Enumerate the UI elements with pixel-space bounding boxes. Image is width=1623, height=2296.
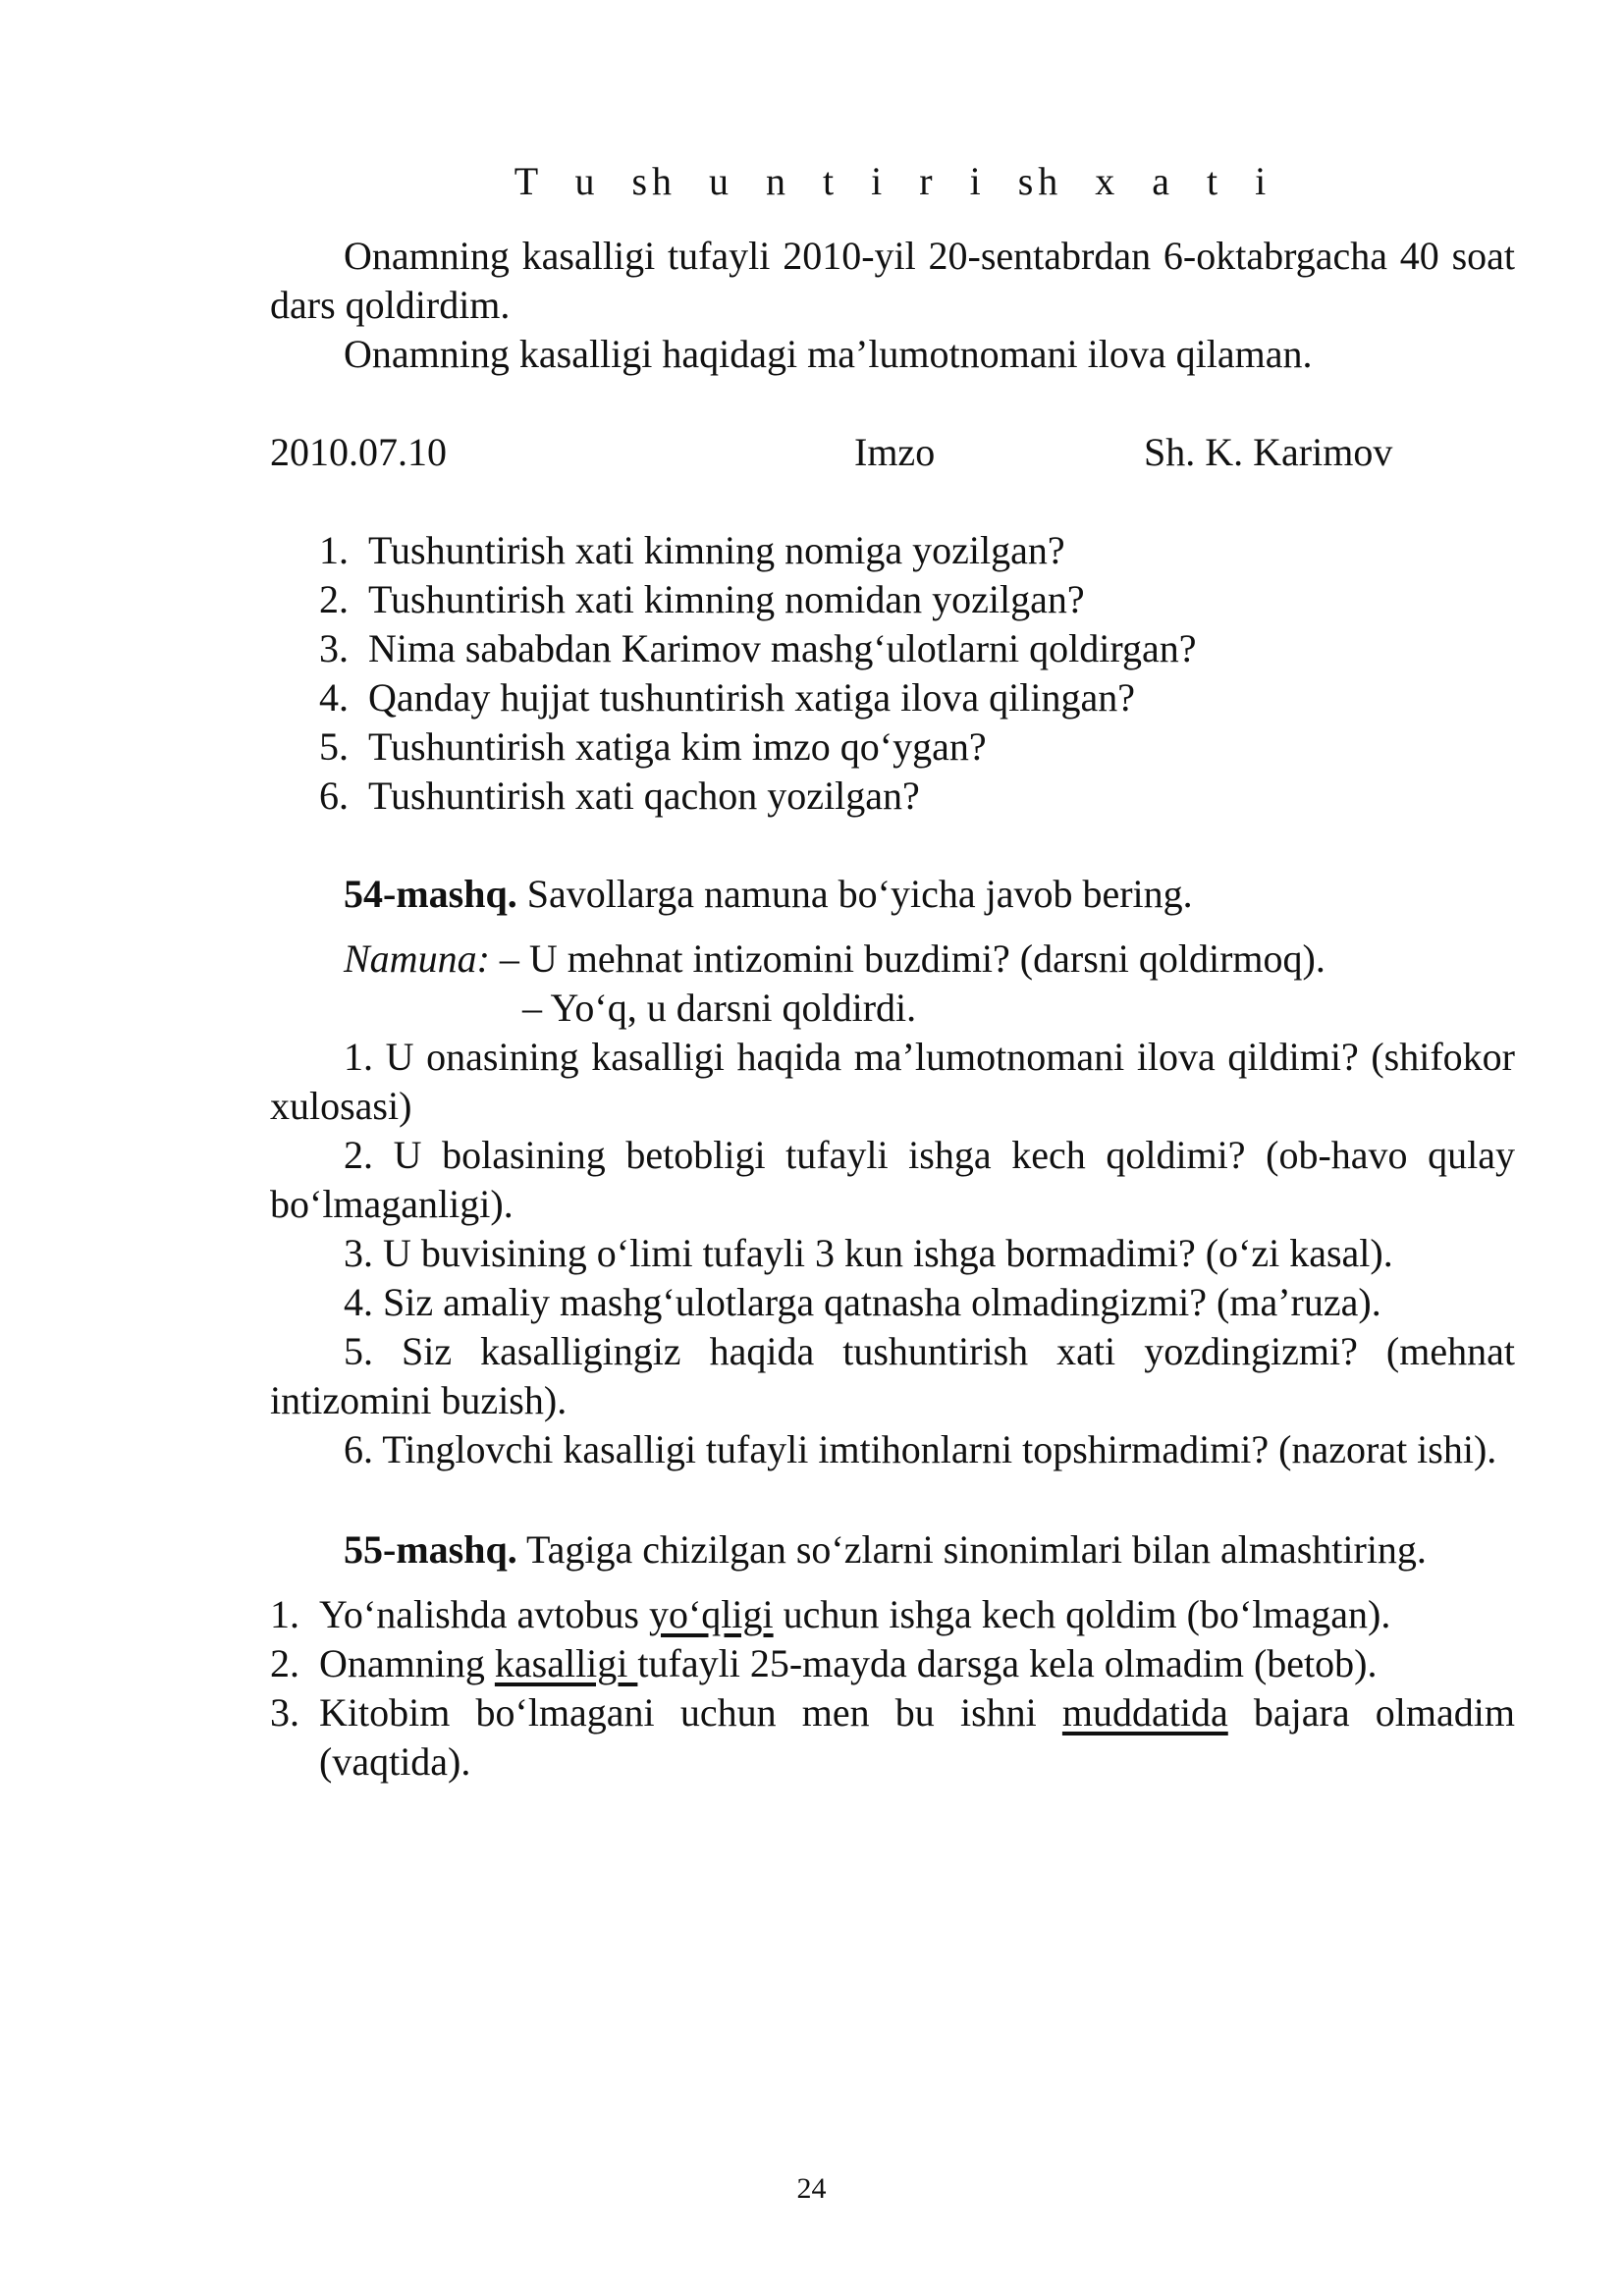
exercise-54-heading: [270, 870, 1515, 919]
list-item: 4. Qanday hujjat tushuntirish xatiga ilova qilingan?: [319, 675, 1135, 720]
list-item: 6. Tinglovchi kasalligi tufayli imtihonlarni topshirmadimi? (nazorat ishi).: [344, 1427, 1497, 1471]
page-number: 24: [796, 2172, 827, 2205]
list-item: 2. Onamning kasalligi tufayli 25-mayda darsga kela olmadim (betob).: [270, 1641, 1378, 1685]
list-item: 3. Nima sababdan Karimov mashg‘ulotlarni qoldirgan?: [319, 626, 1197, 670]
list-item: 1. Yo‘nalishda avtobus yo‘qligi uchun ishga kech qoldim (bo‘lmagan).: [270, 1592, 1391, 1636]
list-item: 5. Tushuntirish xatiga kim imzo qo‘ygan?: [319, 724, 987, 769]
letter-body-line-1: Onamning kasalligi tufayli 2010-yil 20-sentabrdan 6-oktabrgacha 40 soat dars qoldirdim.: [270, 234, 1515, 327]
underlined-word: yo‘qligi: [648, 1592, 774, 1636]
list-item: 3. U buvisining o‘limi tufayli 3 kun ishga bormadimi? (o‘zi kasal).: [344, 1231, 1393, 1275]
letter-date: 2010.07.10: [270, 430, 447, 474]
list-item: 6. Tushuntirish xati qachon yozilgan?: [319, 774, 920, 818]
list-item: 1. U onasining kasalligi haqida ma’lumotnomani ilova qildimi? (shifokor xulosasi): [270, 1035, 1515, 1128]
signer-name: Sh. K. Karimov: [1144, 430, 1393, 474]
exercise-55-list: [270, 1590, 1515, 1787]
example-answer: – Yo‘q, u darsni qoldirdi.: [522, 986, 917, 1030]
letter-body-line-2: Onamning kasalligi haqidagi ma’lumotnomani ilova qilaman.: [344, 332, 1313, 376]
underlined-word: kasalligi: [494, 1641, 638, 1685]
example-label: Namuna:: [344, 936, 490, 981]
exercise-54-label: 54-mashq.: [344, 872, 517, 916]
list-item: 1. Tushuntirish xati kimning nomiga yozilgan?: [319, 528, 1065, 572]
exercise-55-instruction: Tagiga chizilgan so‘zlarni sinonimlari bilan almashtiring.: [516, 1527, 1427, 1572]
exercise-55-label: 55-mashq.: [344, 1527, 517, 1572]
signature-row: [270, 428, 1515, 477]
list-item: 4. Siz amaliy mashg‘ulotlarga qatnasha olmadingizmi? (ma’ruza).: [344, 1280, 1381, 1324]
list-item: 3. Kitobim bo‘lmagani uchun men bu ishni muddatida bajara olmadim (vaqtida).: [270, 1690, 1515, 1784]
exercise-55-heading: [270, 1525, 1515, 1575]
list-item: 5. Siz kasalligingiz haqida tushuntirish xati yozdingizmi? (mehnat intizomini buzish).: [270, 1329, 1515, 1422]
questions-list: [270, 526, 1515, 821]
list-item: 2. Tushuntirish xati kimning nomidan yozilgan?: [319, 577, 1085, 621]
signature-label: Imzo: [854, 430, 936, 474]
exercise-54-instruction: Savollarga namuna bo‘yicha javob bering.: [516, 872, 1193, 916]
example-question: Namuna: – U mehnat intizomini buzdimi? (darsni qoldirmoq).: [344, 936, 1325, 981]
list-item: 2. U bolasining betobligi tufayli ishga kech qoldimi? (ob-havo qulay bo‘lmaganligi).: [270, 1133, 1515, 1226]
underlined-word: muddatida: [1061, 1690, 1228, 1735]
exercise-54-tasks: [270, 1033, 1515, 1474]
document-title: T u sh u n t i r i sh x a t i: [514, 159, 1271, 203]
